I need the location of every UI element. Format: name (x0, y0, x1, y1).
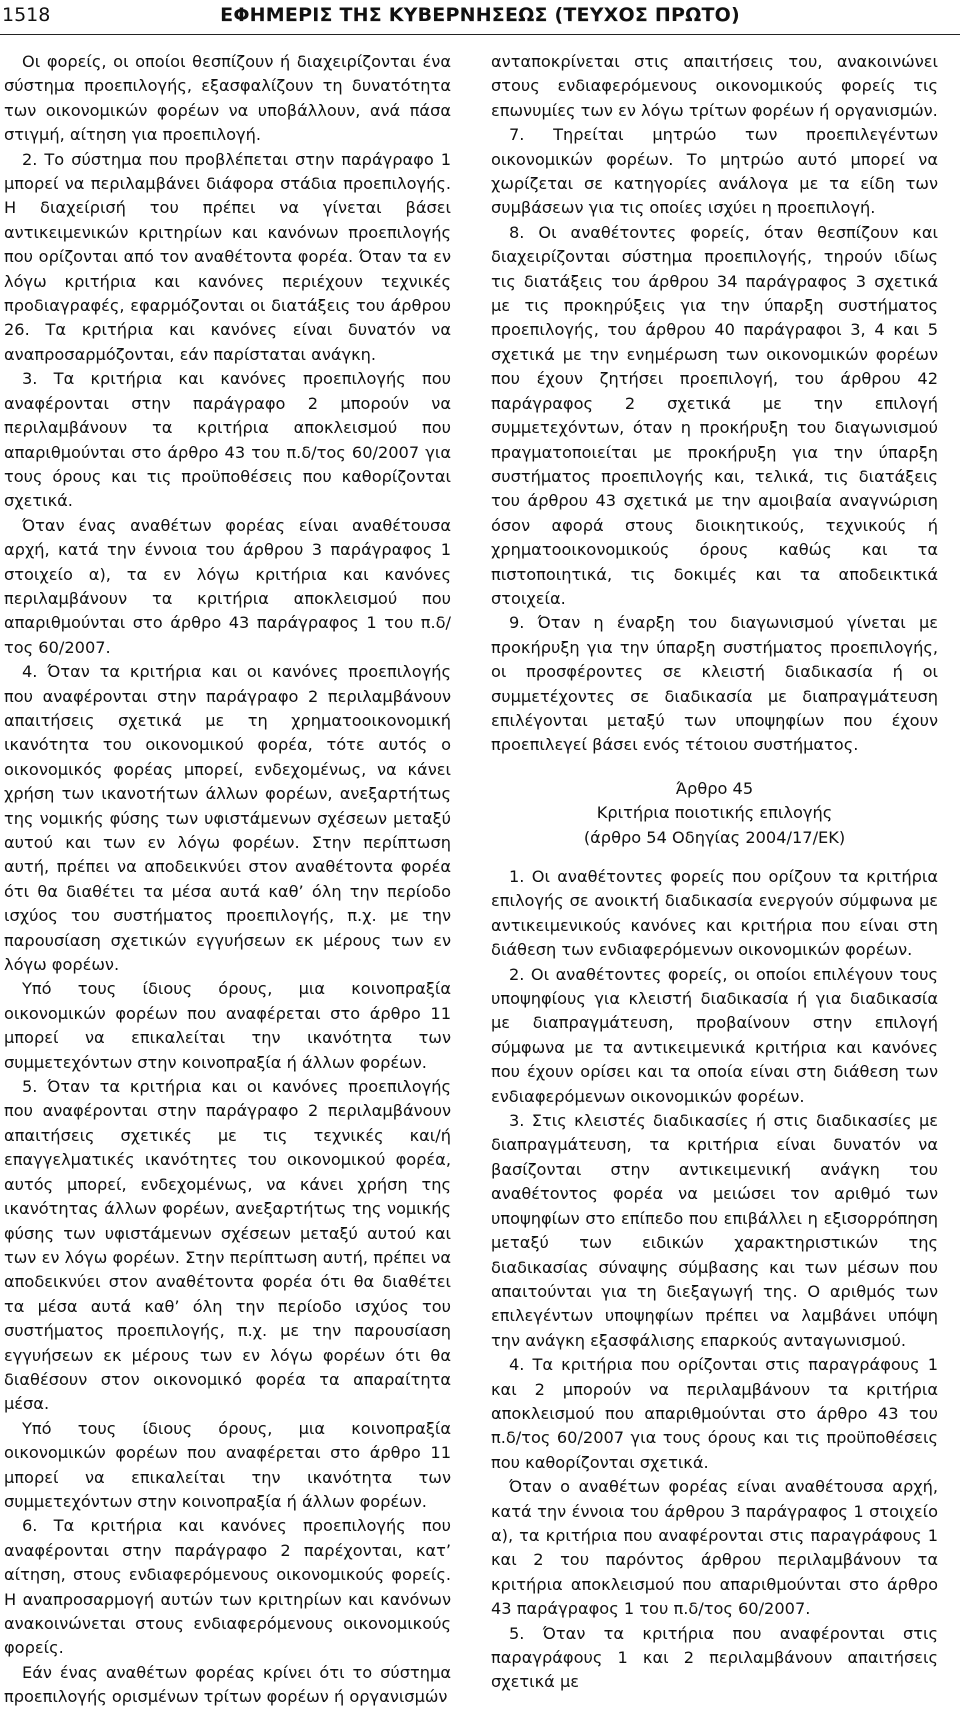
paragraph: 9. Όταν η έναρξη του διαγωνισμού γίνεται με προκήρυξη για την ύπαρξη συστήματος προεπιλογής, οι προσφέροντες σε κλειστή διαδικασία ή οι συμμετέχοντες σε διαδικασία με διαπραγμάτευση επιλέγονται μεταξύ των υποψηφίων που έχουν προεπιλεγεί βάσει ενός τέτοιου συστήματος. (491, 613, 938, 755)
page-number: 1518 (2, 4, 51, 26)
journal-title: ΕΦΗΜΕΡΙΣ ΤΗΣ ΚΥΒΕΡΝΗΣΕΩΣ (ΤΕΥΧΟΣ ΠΡΩΤΟ) (220, 4, 740, 26)
left-column (4, 50, 451, 1710)
paragraph: 4. Όταν τα κριτήρια και οι κανόνες προεπιλογής που αναφέρονται στην παράγραφο 2 περιλαμβάνουν απαιτήσεις σχετικά με τη χρηματοοικονομική ικανότητα του οικονομικού φορέα, τότε αυτός ο οικονομικός φορέας μπορεί, ενδεχομένως, να κάνει χρήση των ικανοτήτων άλλων φορέων, ανεξαρτήτως της νομικής φύσης των υφιστάμενων σχέσεων μεταξύ αυτού και των εν λόγω φορέων. Στην περίπτωση αυτή, πρέπει να αποδεικνύει στον αναθέτοντα φορέα ότι θα διαθέτει τα μέσα αυτά καθ’ όλη την περίοδο ισχύος του συστήματος προεπιλογής, π.χ. με την παρουσίαση σχετικών εγγυήσεων εκ μέρους των εν λόγω φορέων. (4, 662, 451, 975)
paragraph: 1. Οι αναθέτοντες φορείς που ορίζουν τα κριτήρια επιλογής σε ανοικτή διαδικασία ενεργούν σύμφωνα με αντικειμενικούς κανόνες και κριτήρια που είναι στη διάθεση των ενδιαφερόμενων οικονομικών φορέων. (491, 867, 938, 960)
paragraph: 3. Τα κριτήρια και κανόνες προεπιλογής που αναφέρονται στην παράγραφο 2 μπορούν να περιλαμβάνουν τα κριτήρια αποκλεισμού που απαριθμούνται στο άρθρο 43 του π.δ/τος 60/2007 για τους όρους και τις προϋποθέσεις που καθορίζονται σχετικά. (4, 369, 451, 511)
paragraph: 5. Όταν τα κριτήρια που αναφέρονται στις παραγράφους 1 και 2 περιλαμβάνουν απαιτήσεις σχετικά με (491, 1623, 938, 1692)
paragraph: 6. Τα κριτήρια και κανόνες προεπιλογής που αναφέρονται στην παράγραφο 2 παρέχονται, κατ’ αίτηση, στους ενδιαφερόμενους οικονομικούς φορείς. Η αναπροσαρμογή αυτών των κριτηρίων και κανόνων ανακοινώνεται στους ενδιαφερόμενους οικονομικούς φορείς. (4, 1516, 451, 1658)
right-column (491, 50, 938, 1695)
paragraph: ανταποκρίνεται στις απαιτήσεις του, ανακοινώνει στους ενδιαφερόμενους οικονομικούς φορείς τις επωνυμίες των εν λόγω τρίτων φορέων ή οργανισμών. (491, 52, 938, 120)
paragraph: 7. Τηρείται μητρώο των προεπιλεγέντων οικονομικών φορέων. Το μητρώο αυτό μπορεί να χωρίζεται σε κατηγορίες ανάλογα με τα είδη των συμβάσεων για τις οποίες ισχύει η προεπιλογή. (491, 125, 938, 218)
paragraph: 8. Οι αναθέτοντες φορείς, όταν θεσπίζουν και διαχειρίζονται σύστημα προεπιλογής, τηρούν ιδίως τις διατάξεις του άρθρου 34 παράγραφος 3 σχετικά με τις προκηρύξεις για την ύπαρξη συστήματος προεπιλογής, του άρθρου 40 παράγραφοι 3, 4 και 5 σχετικά με την ενημέρωση των οικονομικών φορέων που έχουν ζητήσει προεπιλογή, του άρθρου 42 παράγραφος 2 σχετικά με την επιλογή συμμετεχόντων, όταν η προκήρυξη του διαγωνισμού πραγματοποιείται με προκήρυξη για την ύπαρξη συστήματος προεπιλογής και, τελικά, τις διατάξεις του άρθρου 43 σχετικά με την αμοιβαία αναγνώριση όσον αφορά στους διοικητικούς, τεχνικούς ή χρηματοοικονομικούς όρους καθώς και τα πιστοποιητικά, τις δοκιμές και τα αποδεικτικά στοιχεία. (491, 222, 938, 608)
article-number: Άρθρο 45 (675, 778, 754, 798)
paragraph: Εάν ένας αναθέτων φορέας κρίνει ότι το σύστημα προεπιλογής ορισμένων τρίτων φορέων ή οργανισμών (4, 1662, 451, 1707)
paragraph: Υπό τους ίδιους όρους, μια κοινοπραξία οικονομικών φορέων που αναφέρεται στο άρθρο 11 μπορεί να επικαλείται την ικανότητα των συμμετεχόντων στην κοινοπραξία ή άλλων φορέων. (4, 1418, 451, 1511)
paragraph: Όταν ένας αναθέτων φορέας είναι αναθέτουσα αρχή, κατά την έννοια του άρθρου 3 παράγραφος 1 στοιχείο α), τα εν λόγω κριτήρια και κανόνες περιλαμβάνουν τα κριτήρια αποκλεισμού που απαριθμούνται στο άρθρο 43 παράγραφος 1 του π.δ/τος 60/2007. (4, 515, 451, 657)
paragraph: Όταν ο αναθέτων φορέας είναι αναθέτουσα αρχή, κατά την έννοια του άρθρου 3 παράγραφος 1 στοιχείο α), τα κριτήρια που αναφέρονται στις παραγράφους 1 και 2 του παρόντος άρθρου περιλαμβάνουν τα κριτήρια αποκλεισμού που απαριθμούνται στο άρθρο 43 παράγραφος 1 του π.δ/τος 60/2007. (491, 1477, 938, 1619)
paragraph: Οι φορείς, οι οποίοι θεσπίζουν ή διαχειρίζονται ένα σύστημα προεπιλογής, εξασφαλίζουν τη δυνατότητα των οικονομικών φορέων να υποβάλλουν, ανά πάσα στιγμή, αίτηση για προεπιλογή. (4, 52, 451, 145)
paragraph: 2. Το σύστημα που προβλέπεται στην παράγραφο 1 μπορεί να περιλαμβάνει διάφορα στάδια προεπιλογής. Η διαχείρισή του πρέπει να γίνεται βάσει αντικειμενικών κριτηρίων και κανόνων προεπιλογής που ορίζονται από τον αναθέτοντα φορέα. Όταν τα εν λόγω κριτήρια και κανόνες περιέχουν τεχνικές προδιαγραφές, εφαρμόζονται οι διατάξεις του άρθρου 26. Τα κριτήρια και κανόνες είναι δυνατόν να αναπροσαρμόζονται, εάν παρίσταται ανάγκη. (4, 149, 451, 364)
paragraph: Υπό τους ίδιους όρους, μια κοινοπραξία οικονομικών φορέων που αναφέρεται στο άρθρο 11 μπορεί να επικαλείται την ικανότητα των συμμετεχόντων στην κοινοπραξία ή άλλων φορέων. (4, 979, 451, 1072)
article-title: Κριτήρια ποιοτικής επιλογής (596, 803, 833, 823)
paragraph: 4. Τα κριτήρια που ορίζονται στις παραγράφους 1 και 2 μπορούν να περιλαμβάνουν τα κριτήρια αποκλεισμού που απαριθμούνται στο άρθρο 43 του π.δ/τος 60/2007 για τους όρους και τις προϋποθέσεις που καθορίζονται σχετικά. (491, 1355, 938, 1472)
header-divider (0, 34, 960, 35)
paragraph: 5. Όταν τα κριτήρια και οι κανόνες προεπιλογής που αναφέρονται στην παράγραφο 2 περιλαμβάνουν απαιτήσεις σχετικές με τις τεχνικές και/ή επαγγελματικές ικανότητες του οικονομικού φορέα, αυτός μπορεί, ενδεχομένως, να κάνει χρήση της ικανότητας άλλων φορέων, ανεξαρτήτως της νομικής φύσης των υφιστάμενων σχέσεων μεταξύ αυτού και των εν λόγω φορέων. Στην περίπτωση αυτή, πρέπει να αποδεικνύει στον αναθέτοντα φορέα ότι θα διαθέτει τα μέσα αυτά καθ’ όλη την περίοδο ισχύος του συστήματος προεπιλογής, π.χ. με την παρουσίαση εγγυήσεων εκ μέρους των εν λόγω φορέων ότι θα διαθέσουν στον οικονομικό φορέα τα απαραίτητα μέσα. (4, 1077, 451, 1414)
paragraph: 3. Στις κλειστές διαδικασίες ή στις διαδικασίες με διαπραγμάτευση, τα κριτήρια είναι δυνατόν να βασίζονται στην αντικειμενική ανάγκη του αναθέτοντος φορέα να μειώσει τον αριθμό των υποψηφίων στο επίπεδο που επιβάλλει η εξισορρόπηση μεταξύ των ειδικών χαρακτηριστικών της διαδικασίας σύναψης σύμβασης και των μέσων που απαιτούνται για τη διεξαγωγή της. Ο αριθμός των επιλεγέντων υποψηφίων πρέπει να λαμβάνει υπόψη την ανάγκη εξασφάλισης επαρκούς ανταγωνισμού. (491, 1111, 938, 1350)
article-subtitle: (άρθρο 54 Οδηγίας 2004/17/ΕΚ) (583, 827, 846, 847)
article-heading (491, 777, 938, 850)
page-header (0, 0, 960, 36)
paragraph: 2. Οι αναθέτοντες φορείς, οι οποίοι επιλέγουν τους υποψηφίους για κλειστή διαδικασία ή για διαδικασία με διαπραγμάτευση, προβαίνουν στην επιλογή σύμφωνα με τα αντικειμενικά κριτήρια και κανόνες που έχουν ορίσει και τα οποία είναι στη διάθεση των ενδιαφερόμενων οικονομικών φορέων. (491, 964, 938, 1106)
